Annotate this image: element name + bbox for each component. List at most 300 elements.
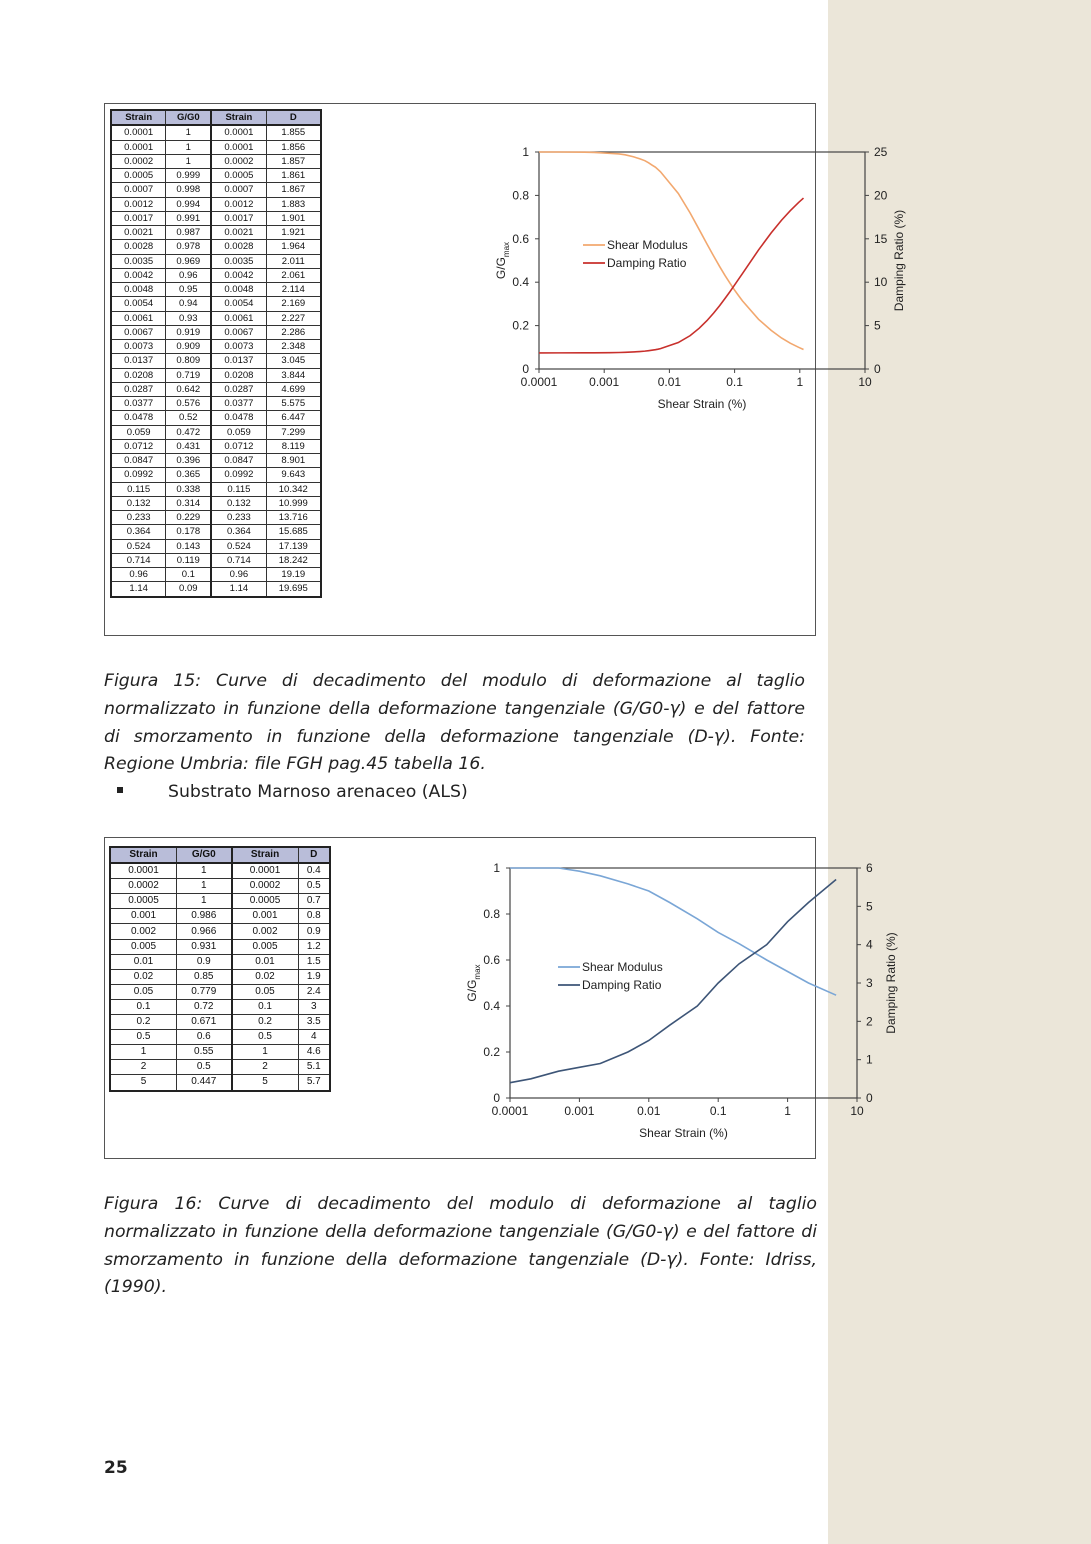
table-cell: 2 [110, 1060, 177, 1075]
table-cell: 1 [166, 140, 211, 154]
y-tick-label: 1 [522, 145, 529, 159]
table-cell: 0.93 [166, 311, 211, 325]
figure-16-box [104, 837, 898, 1159]
plot-frame [539, 152, 865, 369]
table-row [111, 425, 321, 439]
x-tick-label: 10 [850, 1104, 864, 1118]
table-cell: 0.0002 [111, 154, 166, 168]
x-tick-label: 0.01 [657, 375, 682, 389]
table-cell: 0.059 [211, 425, 266, 439]
table-cell: 4 [298, 1030, 330, 1045]
table-row [111, 140, 321, 154]
x-tick-label: 0.0001 [520, 375, 558, 389]
table-cell: 0.991 [166, 211, 211, 225]
table-cell: 0.002 [110, 924, 177, 939]
table-row [110, 924, 330, 939]
table-row [111, 454, 321, 468]
y2-tick-label: 5 [866, 899, 873, 914]
table-row [111, 382, 321, 396]
table-cell: 0.0067 [211, 325, 266, 339]
table-row [111, 254, 321, 268]
table-cell: 0.0712 [111, 439, 166, 453]
table-cell: 1.883 [266, 197, 321, 211]
y-tick-label: 0.2 [512, 318, 529, 333]
table-cell: 0.0001 [232, 863, 299, 879]
table-row [111, 468, 321, 482]
table-cell: 0.229 [166, 511, 211, 525]
table-cell: 0.0287 [111, 382, 166, 396]
y2-tick-label: 0 [866, 1091, 873, 1105]
table-cell: 0.999 [166, 169, 211, 183]
table-cell: 0.0035 [211, 254, 266, 268]
table-row [111, 539, 321, 553]
figure-15-table [110, 109, 322, 598]
table-cell: 0.966 [177, 924, 232, 939]
table-row [110, 984, 330, 999]
y-axis-label [465, 964, 482, 1001]
table-cell: 0.0001 [211, 140, 266, 154]
y-tick-label: 0.2 [483, 1045, 500, 1059]
legend-label: Shear Modulus [582, 960, 663, 974]
table-row [111, 439, 321, 453]
table-cell: 0.396 [166, 454, 211, 468]
table-row [111, 183, 321, 197]
table-cell: 0.0208 [111, 368, 166, 382]
table-row [110, 969, 330, 984]
table-row [110, 954, 330, 969]
table-row [111, 125, 321, 140]
table-cell: 1.14 [211, 582, 266, 597]
table-cell: 10.342 [266, 482, 321, 496]
table-cell: 2.4 [298, 984, 330, 999]
table-row [110, 879, 330, 894]
table-cell: 0.0012 [111, 197, 166, 211]
table-row [110, 1030, 330, 1045]
table-cell: 0.919 [166, 325, 211, 339]
table-cell: 1.856 [266, 140, 321, 154]
x-tick-label: 0.0001 [491, 1104, 529, 1118]
table-cell: 1.9 [298, 969, 330, 984]
table-row [111, 325, 321, 339]
table-row [111, 211, 321, 225]
table-header-cell: D [298, 847, 330, 863]
figure-16-caption: Figura 16: Curve di decadimento del modulo di deformazione al taglio normalizzato in funzione della deformazione tangenziale (G/G0-γ) e del fattore di smorzamento in funzione della deformazione tangenziale (D-γ). Fonte: Idriss, (1990). [104, 1194, 817, 1298]
table-cell: 0.0002 [110, 879, 177, 894]
table-cell: 0.0001 [111, 125, 166, 140]
table-cell: 5 [232, 1075, 299, 1091]
table-cell: 0.0712 [211, 439, 266, 453]
y-tick-label: 0.8 [512, 188, 529, 203]
table-cell: 0.0028 [211, 240, 266, 254]
table-cell: 1.2 [298, 939, 330, 954]
table-cell: 5.7 [298, 1075, 330, 1091]
table-cell: 15.685 [266, 525, 321, 539]
y-tick-label: 0.4 [483, 999, 500, 1013]
y2-tick-label: 3 [866, 976, 873, 990]
table-cell: 0.0021 [111, 226, 166, 240]
table-cell: 0.447 [177, 1075, 232, 1091]
y2-axis-label: Damping Ratio (%) [884, 932, 898, 1034]
table-cell: 0.0007 [211, 183, 266, 197]
table-row [110, 1075, 330, 1091]
table-cell: 5.1 [298, 1060, 330, 1075]
table-cell: 1.901 [266, 211, 321, 225]
x-tick-label: 1 [784, 1104, 791, 1118]
table-cell: 1.921 [266, 226, 321, 240]
legend-label: Damping Ratio [607, 256, 687, 270]
table-cell: 0.0478 [111, 411, 166, 425]
table-cell: 0.5 [177, 1060, 232, 1075]
legend-label: Damping Ratio [582, 978, 662, 992]
table-cell: 0.85 [177, 969, 232, 984]
table-cell: 3.844 [266, 368, 321, 382]
table-cell: 1.855 [266, 125, 321, 140]
x-tick-label: 0.001 [564, 1104, 595, 1118]
table-row [111, 340, 321, 354]
table-cell: 2.227 [266, 311, 321, 325]
table-cell: 0.714 [111, 553, 166, 567]
x-axis-label: Shear Strain (%) [639, 1126, 728, 1140]
figure-16-table [109, 846, 331, 1092]
table-cell: 0.472 [166, 425, 211, 439]
table-row [111, 397, 321, 411]
table-row [110, 1060, 330, 1075]
y-axis-label-sub: max [473, 964, 482, 980]
y-axis-label-main: G/G [494, 257, 508, 280]
table-cell: 2 [232, 1060, 299, 1075]
y-tick-label: 0.6 [483, 953, 500, 967]
table-cell: 0.5 [110, 1030, 177, 1045]
y-axis-label-main: G/G [465, 979, 479, 1002]
plot-frame [510, 868, 857, 1098]
table-row [110, 1015, 330, 1030]
table-cell: 1.861 [266, 169, 321, 183]
table-cell: 0.0847 [111, 454, 166, 468]
table-cell: 0.4 [298, 863, 330, 879]
y-tick-label: 1 [493, 861, 500, 875]
table-cell: 0.0001 [111, 140, 166, 154]
y2-axis-label: Damping Ratio (%) [892, 209, 906, 312]
table-row [111, 482, 321, 496]
table-cell: 0.96 [211, 568, 266, 582]
table-cell: 0.119 [166, 553, 211, 567]
table-cell: 0.72 [177, 999, 232, 1014]
table-cell: 0.132 [111, 496, 166, 510]
table-cell: 0.132 [211, 496, 266, 510]
y-axis-label [494, 242, 511, 279]
table-cell: 0.0048 [111, 283, 166, 297]
table-cell: 0.338 [166, 482, 211, 496]
table-cell: 0.7 [298, 894, 330, 909]
table-cell: 8.901 [266, 454, 321, 468]
table-cell: 0.0028 [111, 240, 166, 254]
table-cell: 3 [298, 999, 330, 1014]
table-cell: 0.931 [177, 939, 232, 954]
table-cell: 7.299 [266, 425, 321, 439]
table-cell: 0.0042 [211, 268, 266, 282]
table-cell: 0.0005 [110, 894, 177, 909]
table-cell: 1 [177, 863, 232, 879]
table-cell: 2.061 [266, 268, 321, 282]
table-cell: 1 [177, 879, 232, 894]
table-cell: 0.002 [232, 924, 299, 939]
table-cell: 0.994 [166, 197, 211, 211]
table-cell: 0.5 [298, 879, 330, 894]
table-cell: 0.6 [177, 1030, 232, 1045]
table-row [111, 169, 321, 183]
table-header-cell: Strain [211, 110, 266, 125]
table-row [111, 226, 321, 240]
table-cell: 0.0054 [111, 297, 166, 311]
table-cell: 0.431 [166, 439, 211, 453]
table-cell: 17.139 [266, 539, 321, 553]
y-tick-label: 0.6 [512, 231, 529, 246]
table-row [111, 411, 321, 425]
table-cell: 0.0061 [111, 311, 166, 325]
table-cell: 0.143 [166, 539, 211, 553]
table-cell: 4.6 [298, 1045, 330, 1060]
table-cell: 0.05 [110, 984, 177, 999]
table-cell: 0.0061 [211, 311, 266, 325]
table-cell: 0.0137 [211, 354, 266, 368]
table-cell: 1 [177, 894, 232, 909]
table-cell: 0.52 [166, 411, 211, 425]
table-cell: 0.02 [232, 969, 299, 984]
table-cell: 0.986 [177, 909, 232, 924]
table-cell: 1 [232, 1045, 299, 1060]
table-cell: 0.909 [166, 340, 211, 354]
table-row [111, 368, 321, 382]
table-header-cell: Strain [110, 847, 177, 863]
table-cell: 1.14 [111, 582, 166, 597]
table-row [110, 894, 330, 909]
figure-15-chart [385, 134, 906, 424]
table-cell: 0.8 [298, 909, 330, 924]
table-cell: 0.809 [166, 354, 211, 368]
table-cell: 0.005 [110, 939, 177, 954]
table-header-cell: G/G0 [166, 110, 211, 125]
table-cell: 0.0002 [211, 154, 266, 168]
table-cell: 0.0005 [211, 169, 266, 183]
table-cell: 18.242 [266, 553, 321, 567]
y2-tick-label: 2 [866, 1014, 873, 1029]
table-cell: 0.779 [177, 984, 232, 999]
table-cell: 0.1 [110, 999, 177, 1014]
table-row [110, 1045, 330, 1060]
table-cell: 0.0017 [111, 211, 166, 225]
table-cell: 19.19 [266, 568, 321, 582]
table-cell: 5.575 [266, 397, 321, 411]
bullet-text: Substrato Marnoso arenaceo (ALS) [168, 782, 468, 802]
table-cell: 0.0035 [111, 254, 166, 268]
x-axis-label: Shear Strain (%) [657, 397, 747, 411]
table-cell: 2.286 [266, 325, 321, 339]
table-cell: 1 [166, 154, 211, 168]
table-cell: 0.059 [111, 425, 166, 439]
table-cell: 19.695 [266, 582, 321, 597]
y2-tick-label: 15 [874, 231, 888, 246]
y-tick-label: 0.4 [512, 275, 529, 290]
table-header-cell: Strain [111, 110, 166, 125]
table-row [110, 939, 330, 954]
table-header-cell: D [266, 110, 321, 125]
table-cell: 0.969 [166, 254, 211, 268]
table-row [111, 553, 321, 567]
table-cell: 0.01 [110, 954, 177, 969]
y-axis-label-sub: max [502, 241, 511, 258]
table-cell: 10.999 [266, 496, 321, 510]
table-cell: 0.0208 [211, 368, 266, 382]
table-cell: 0.987 [166, 226, 211, 240]
legend-label: Shear Modulus [607, 238, 688, 252]
x-tick-label: 1 [796, 375, 804, 389]
table-cell: 0.02 [110, 969, 177, 984]
table-cell: 0.671 [177, 1015, 232, 1030]
table-cell: 1.867 [266, 183, 321, 197]
y2-tick-label: 4 [866, 937, 873, 952]
table-cell: 0.0048 [211, 283, 266, 297]
figure-15-box [104, 103, 906, 636]
table-cell: 0.05 [232, 984, 299, 999]
page-number: 25 [104, 1458, 128, 1478]
table-cell: 0.55 [177, 1045, 232, 1060]
table-cell: 0.0012 [211, 197, 266, 211]
table-cell: 8.119 [266, 439, 321, 453]
table-cell: 0.233 [111, 511, 166, 525]
table-row [111, 354, 321, 368]
table-cell: 0.1 [232, 999, 299, 1014]
table-row [111, 568, 321, 582]
table-cell: 0.0002 [232, 879, 299, 894]
table-cell: 0.0007 [111, 183, 166, 197]
table-cell: 0.0847 [211, 454, 266, 468]
table-cell: 0.0992 [211, 468, 266, 482]
table-cell: 3.045 [266, 354, 321, 368]
table-cell: 0.0377 [111, 397, 166, 411]
table-cell: 0.0377 [211, 397, 266, 411]
y2-tick-label: 1 [866, 1052, 873, 1067]
table-cell: 0.576 [166, 397, 211, 411]
table-row [111, 154, 321, 168]
table-cell: 0.96 [111, 568, 166, 582]
table-cell: 0.1 [166, 568, 211, 582]
x-tick-label: 10 [858, 375, 872, 389]
table-row [111, 197, 321, 211]
table-cell: 0.115 [211, 482, 266, 496]
table-cell: 1.857 [266, 154, 321, 168]
table-cell: 0.0042 [111, 268, 166, 282]
table-cell: 0.001 [232, 909, 299, 924]
table-cell: 0.0287 [211, 382, 266, 396]
table-cell: 0.364 [111, 525, 166, 539]
y2-tick-label: 5 [874, 318, 881, 333]
table-row [111, 297, 321, 311]
y-tick-label: 0 [493, 1091, 500, 1105]
damping-ratio-line [510, 880, 836, 1083]
table-cell: 0.978 [166, 240, 211, 254]
table-cell: 0.0021 [211, 226, 266, 240]
table-cell: 0.365 [166, 468, 211, 482]
table-cell: 0.96 [166, 268, 211, 282]
table-cell: 0.0073 [211, 340, 266, 354]
y2-tick-label: 0 [874, 362, 881, 376]
table-cell: 0.0054 [211, 297, 266, 311]
table-cell: 0.115 [111, 482, 166, 496]
table-cell: 0.5 [232, 1030, 299, 1045]
table-cell: 0.0001 [211, 125, 266, 140]
table-cell: 0.364 [211, 525, 266, 539]
table-cell: 0.178 [166, 525, 211, 539]
table-cell: 2.169 [266, 297, 321, 311]
table-cell: 13.716 [266, 511, 321, 525]
table-cell: 1.5 [298, 954, 330, 969]
table-header-row [111, 110, 321, 125]
table-cell: 0.0017 [211, 211, 266, 225]
table-cell: 0.998 [166, 183, 211, 197]
table-cell: 0.524 [111, 539, 166, 553]
table-header-cell: G/G0 [177, 847, 232, 863]
x-tick-label: 0.001 [589, 375, 620, 389]
table-cell: 0.09 [166, 582, 211, 597]
table-cell: 4.699 [266, 382, 321, 396]
table-cell: 0.314 [166, 496, 211, 510]
table-cell: 2.348 [266, 340, 321, 354]
table-cell: 0.95 [166, 283, 211, 297]
bullet-item [117, 782, 468, 802]
table-cell: 0.0137 [111, 354, 166, 368]
table-row [111, 496, 321, 510]
table-row [110, 863, 330, 879]
table-cell: 0.9 [177, 954, 232, 969]
table-row [111, 240, 321, 254]
table-row [111, 283, 321, 297]
table-cell: 0.0478 [211, 411, 266, 425]
x-tick-label: 0.1 [709, 1104, 727, 1118]
bullet-square-icon [117, 787, 123, 793]
table-cell: 0.0005 [111, 169, 166, 183]
table-cell: 0.2 [110, 1015, 177, 1030]
table-header-cell: Strain [232, 847, 299, 863]
figure-15-caption: Figura 15: Curve di decadimento del modulo di deformazione al taglio normalizzato in funzione della deformazione tangenziale (G/G0-γ) e del fattore di smorzamento in funzione della deformazione tangenziale (D-γ). Fonte: Regione Umbria: file FGH pag.45 tabella 16. [104, 671, 805, 775]
table-cell: 0.0001 [110, 863, 177, 879]
figure-16-chart [355, 856, 898, 1146]
table-cell: 6.447 [266, 411, 321, 425]
table-cell: 0.0073 [111, 340, 166, 354]
x-tick-label: 0.01 [637, 1104, 661, 1118]
y2-tick-label: 10 [874, 275, 888, 290]
table-row [111, 268, 321, 282]
table-cell: 0.233 [211, 511, 266, 525]
table-row [110, 999, 330, 1014]
y-tick-label: 0 [522, 362, 529, 376]
y2-tick-label: 25 [874, 145, 888, 159]
table-row [111, 511, 321, 525]
y-tick-label: 0.8 [483, 907, 500, 921]
table-cell: 3.5 [298, 1015, 330, 1030]
table-row [111, 311, 321, 325]
y2-tick-label: 20 [874, 188, 888, 203]
table-cell: 1 [166, 125, 211, 140]
table-cell: 0.2 [232, 1015, 299, 1030]
table-cell: 0.719 [166, 368, 211, 382]
table-cell: 0.0005 [232, 894, 299, 909]
table-cell: 0.001 [110, 909, 177, 924]
table-row [111, 525, 321, 539]
table-cell: 0.01 [232, 954, 299, 969]
table-cell: 0.642 [166, 382, 211, 396]
table-row [111, 582, 321, 597]
table-cell: 2.011 [266, 254, 321, 268]
